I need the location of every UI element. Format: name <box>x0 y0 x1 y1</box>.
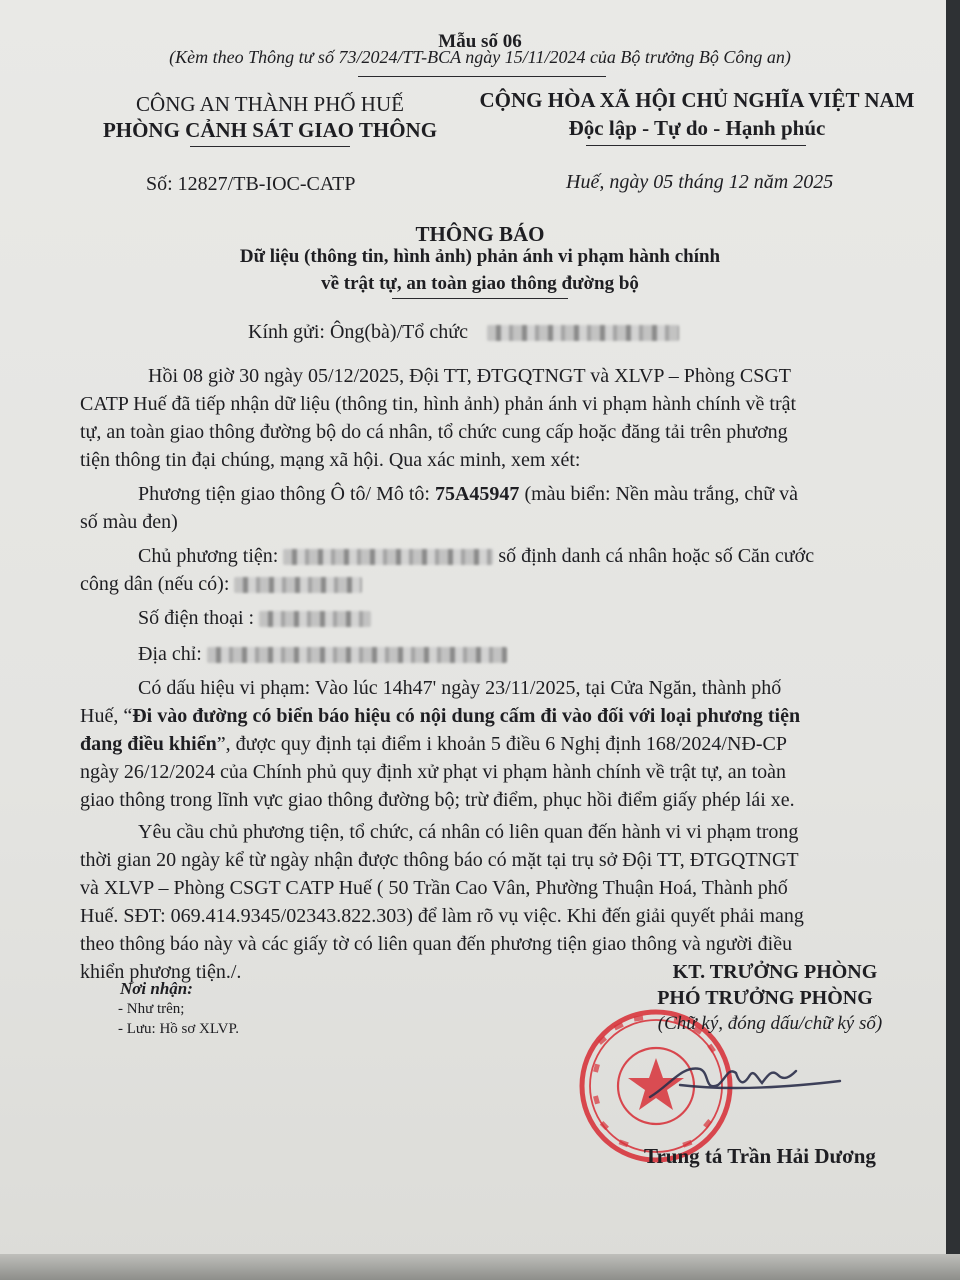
violation-description: Đi vào đường có biển báo hiệu có nội dung cấm đi vào đối với loại phương tiện <box>132 705 801 727</box>
recipient-label: Kính gửi: Ông(bà)/Tổ chức <box>248 321 468 343</box>
signature-subtitle: PHÓ TRƯỞNG PHÒNG <box>657 987 873 1009</box>
document-subtitle: về trật tự, an toàn giao thông đường bộ <box>321 273 639 294</box>
redacted-owner-name <box>283 549 493 565</box>
background-edge <box>0 1254 960 1280</box>
owner-id-label: công dân (nếu có): <box>80 573 235 595</box>
redacted-address <box>207 647 507 663</box>
recipient-item: - Như trên; <box>118 1001 185 1017</box>
request-line: và XLVP – Phòng CSGT CATP Huế ( 50 Trần Cao Vân, Phường Thuận Hoá, Thành phố <box>80 877 788 899</box>
paragraph-line: CATP Huế đã tiếp nhận dữ liệu (thông tin, hình ảnh) phản ánh vi phạm hành chính về trật <box>80 393 797 415</box>
violation-line <box>80 706 800 726</box>
redacted-phone <box>259 611 371 627</box>
violation-line: ngày 26/12/2024 của Chính phủ quy định xử phạt vi phạm hành chính về trật tự, an toàn <box>80 761 787 783</box>
vehicle-line <box>138 484 798 504</box>
redacted-recipient <box>487 325 679 341</box>
paragraph-line: tiện thông tin đại chúng, mạng xã hội. Qua xác minh, xem xét: <box>80 449 581 471</box>
owner-id-line <box>80 574 362 594</box>
violation-text: Huế, “ <box>80 705 133 727</box>
vehicle-line-2: số màu đen) <box>80 511 178 533</box>
divider <box>358 76 606 77</box>
document-number: Số: 12827/TB-IOC-CATP <box>146 173 356 195</box>
document-title: THÔNG BÁO <box>415 222 545 246</box>
request-line: Huế. SĐT: 069.414.9345/02343.822.303) để làm rõ vụ việc. Khi đến giải quyết phải mang <box>80 905 804 927</box>
paragraph-line: tự, an toàn giao thông đường bộ do cá nhân, tổ chức cung cấp hoặc đăng tải trên phương <box>80 421 788 443</box>
agency-name: PHÒNG CẢNH SÁT GIAO THÔNG <box>102 118 438 142</box>
owner-label: Chủ phương tiện: <box>138 545 284 567</box>
recipient-item: - Lưu: Hồ sơ XLVP. <box>118 1021 239 1037</box>
request-line: thời gian 20 ngày kể từ ngày nhận được thông báo có mặt tại trụ sở Đội TT, ĐTGQTNGT <box>80 849 799 871</box>
place-date: Huế, ngày 05 tháng 12 năm 2025 <box>566 171 834 193</box>
form-reference: (Kèm theo Thông tư số 73/2024/TT-BCA ngày 15/11/2024 của Bộ trưởng Bộ Công an) <box>169 47 791 67</box>
paragraph-line: Hồi 08 giờ 30 ngày 05/12/2025, Đội TT, ĐTGQTNGT và XLVP – Phòng CSGT <box>148 365 791 387</box>
divider <box>392 298 568 299</box>
address-line <box>138 644 507 664</box>
vehicle-label: Phương tiện giao thông Ô tô/ Mô tô: <box>138 483 435 505</box>
violation-line: giao thông trong lĩnh vực giao thông đường bộ; trừ điểm, phục hồi điểm giấy phép lái xe. <box>80 789 795 811</box>
motto: Độc lập - Tự do - Hạnh phúc <box>568 116 826 140</box>
document-subtitle: Dữ liệu (thông tin, hình ảnh) phản ánh vi phạm hành chính <box>239 246 721 267</box>
violation-line: Có dấu hiệu vi phạm: Vào lúc 14h47' ngày 23/11/2025, tại Cửa Ngăn, thành phố <box>138 677 782 699</box>
plate-color-note: (màu biển: Nền màu trắng, chữ và <box>519 483 798 505</box>
violation-text: ”, được quy định tại điểm i khoản 5 điều 6 Nghị định 168/2024/NĐ-CP <box>216 733 787 755</box>
phone-label: Số điện thoại : <box>138 607 260 629</box>
request-line: theo thông báo này và các giấy tờ có liên quan đến phương tiện giao thông và người điều <box>80 933 793 955</box>
violation-description: đang điều khiển <box>80 733 217 755</box>
divider <box>586 145 806 146</box>
signer-name: Trung tá Trần Hải Dương <box>644 1144 876 1168</box>
license-plate: 75A45947 <box>434 483 520 505</box>
agency-parent: CÔNG AN THÀNH PHỐ HUẾ <box>136 92 404 116</box>
divider <box>190 146 350 147</box>
background-edge <box>946 0 960 1280</box>
recipient-line <box>248 322 679 342</box>
address-label: Địa chỉ: <box>138 643 207 665</box>
handwritten-signature <box>640 1045 850 1115</box>
owner-id-note: số định danh cá nhân hoặc số Căn cước <box>493 545 815 567</box>
violation-line <box>80 734 787 754</box>
phone-line <box>138 608 371 628</box>
signature-note: (Chữ ký, đóng dấu/chữ ký số) <box>657 1013 883 1034</box>
country-name: CỘNG HÒA XÃ HỘI CHỦ NGHĨA VIỆT NAM <box>479 88 915 112</box>
request-line: Yêu cầu chủ phương tiện, tổ chức, cá nhân có liên quan đến hành vi vi phạm trong <box>138 821 799 843</box>
request-line: khiển phương tiện./. <box>80 961 242 983</box>
recipients-label: Nơi nhận: <box>120 979 193 998</box>
form-number: Mẫu số 06 <box>438 31 522 52</box>
owner-line <box>138 546 814 566</box>
signature-title: KT. TRƯỞNG PHÒNG <box>672 961 878 983</box>
redacted-id-number <box>234 577 362 593</box>
